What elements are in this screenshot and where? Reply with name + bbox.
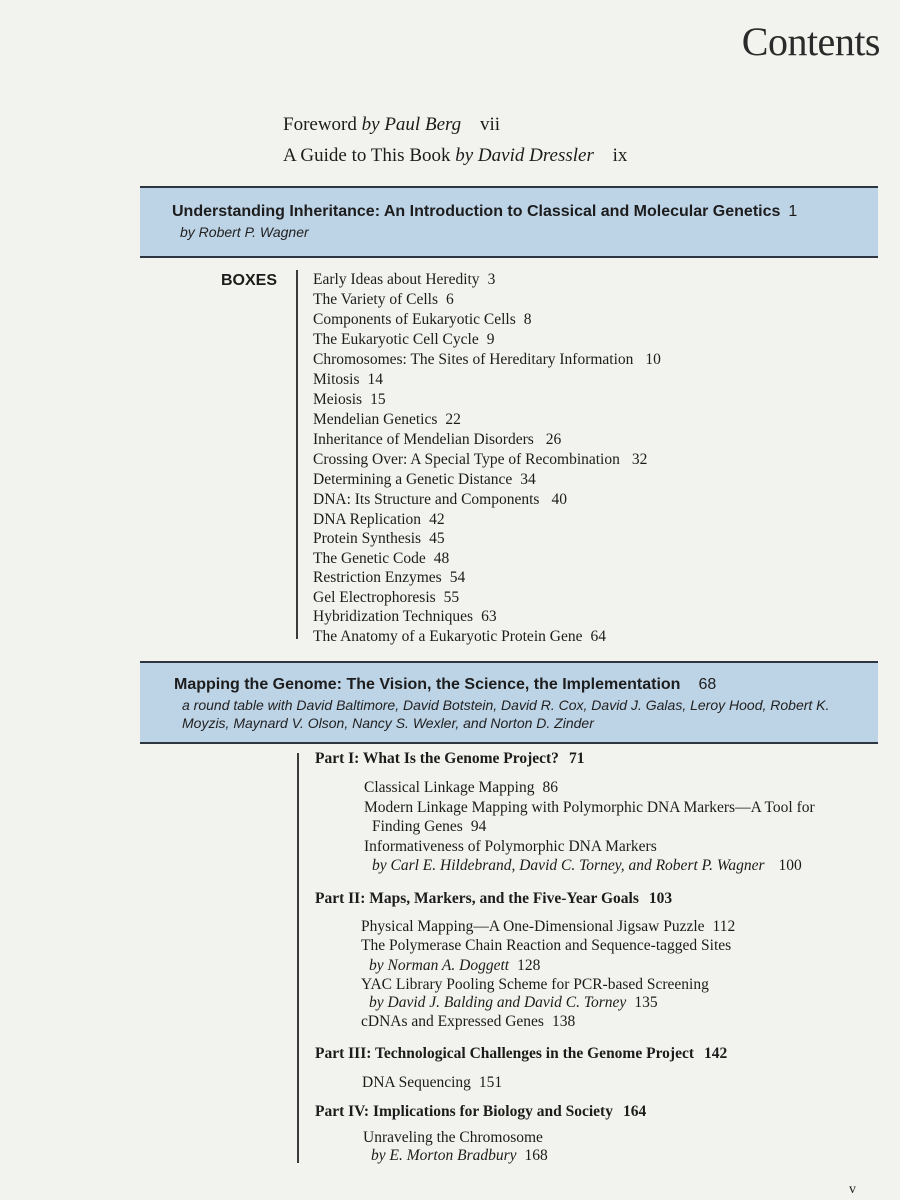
part-title: Part II: Maps, Markers, and the Five-Year Goals [315,890,639,907]
part-title: Part III: Technological Challenges in the Genome Project [315,1045,695,1062]
box-page: 22 [445,411,461,428]
box-title: The Anatomy of a Eukaryotic Protein Gene [313,628,583,645]
box-entry[interactable] [313,291,454,309]
sub-entry[interactable] [364,779,558,797]
box-page: 6 [445,291,454,308]
section-title: Understanding Inheritance: An Introduction to Classical and Molecular Genetics [172,203,781,220]
entry-page: ix [612,145,628,166]
box-page: 42 [429,511,445,528]
box-entry[interactable] [313,628,606,646]
part-page: 103 [648,890,673,907]
box-entry[interactable] [313,589,459,607]
sub-page: 94 [470,818,487,835]
box-entry[interactable] [313,608,497,626]
sub-author: by David J. Balding and David C. Torney [369,994,627,1011]
box-page: 9 [486,331,495,348]
part-entry-3[interactable] [315,1045,727,1063]
box-entry[interactable] [313,331,494,349]
sub-page: 151 [478,1074,503,1091]
box-entry[interactable] [313,351,661,369]
page-title: Contents [741,19,880,64]
sub-entry[interactable] [361,1013,575,1031]
box-page: 63 [481,608,497,625]
toc-entry-foreword[interactable] [283,114,500,136]
box-entry[interactable] [313,431,561,449]
box-page: 3 [487,271,496,288]
sub-author: by Norman A. Doggett [369,957,510,974]
sub-author: by E. Morton Bradbury [371,1147,517,1164]
box-page: 54 [449,569,466,586]
sub-title: Physical Mapping—A One-Dimensional Jigsaw Puzzle [361,918,705,935]
section-author-line2: Moyzis, Maynard V. Olson, Nancy S. Wexler, and Norton D. Zinder [182,715,594,731]
sub-entry-line2[interactable] [369,957,540,975]
box-entry[interactable] [313,271,495,289]
box-title: Restriction Enzymes [313,569,442,586]
box-entry[interactable] [313,511,445,529]
box-entry[interactable] [313,550,449,568]
section-header-understanding-inheritance[interactable] [140,186,878,258]
section-author: by Robert P. Wagner [180,224,309,240]
box-page: 48 [433,550,450,567]
box-entry[interactable] [313,311,532,329]
sub-page: 86 [542,779,558,796]
box-title: The Eukaryotic Cell Cycle [313,331,479,348]
box-entry[interactable] [313,371,383,389]
box-title: DNA: Its Structure and Components [313,491,540,508]
section-page: 68 [698,676,717,693]
box-page: 14 [367,371,384,388]
toc-entry-guide[interactable] [283,145,627,167]
sub-entry-line2[interactable] [371,1147,548,1165]
sub-entry-line1[interactable]: Informativeness of Polymorphic DNA Markers [364,838,657,855]
sub-entry-line2[interactable] [372,857,802,875]
part-entry-4[interactable] [315,1103,646,1121]
box-title: Early Ideas about Heredity [313,271,480,288]
sub-title: Classical Linkage Mapping [364,779,535,796]
part-page: 164 [622,1103,647,1120]
box-page: 45 [429,530,445,547]
part-entry-1[interactable] [315,750,584,768]
sub-entry[interactable] [361,918,735,936]
box-entry[interactable] [313,391,386,409]
box-entry[interactable] [313,530,445,548]
sub-entry-line1[interactable]: The Polymerase Chain Reaction and Sequence-tagged Sites [361,937,732,954]
sub-title: cDNAs and Expressed Genes [361,1013,544,1030]
parts-divider [297,753,299,1163]
sub-page: 138 [551,1013,576,1030]
sub-entry-line1[interactable]: YAC Library Pooling Scheme for PCR-based Screening [361,976,709,993]
box-title: Mendelian Genetics [313,411,438,428]
box-title: Chromosomes: The Sites of Hereditary Information [313,351,634,368]
box-entry[interactable] [313,411,461,429]
sub-page: 128 [517,957,541,974]
section-title-row [172,203,797,221]
sub-entry-line1[interactable]: Unraveling the Chromosome [363,1129,543,1146]
box-entry[interactable] [313,569,465,587]
box-title: Mitosis [313,371,360,388]
entry-title: Foreword [283,114,357,135]
box-page: 26 [545,431,562,448]
sub-entry[interactable] [362,1074,502,1092]
sub-title: DNA Sequencing [362,1074,471,1091]
box-page: 55 [443,589,460,606]
sub-page: 168 [524,1147,548,1164]
sub-page: 135 [634,994,658,1011]
sub-page: 112 [712,918,736,935]
box-title: The Variety of Cells [313,291,438,308]
box-title: Components of Eukaryotic Cells [313,311,516,328]
boxes-divider [296,270,298,639]
part-title: Part IV: Implications for Biology and Society [315,1103,613,1120]
section-header-mapping-the-genome[interactable] [140,661,878,744]
box-title: Determining a Genetic Distance [313,471,513,488]
boxes-label: BOXES [221,272,278,289]
box-entry[interactable] [313,491,567,509]
sub-entry-line2[interactable] [369,994,658,1012]
box-title: Inheritance of Mendelian Disorders [313,431,534,448]
box-page: 40 [551,491,567,508]
box-page: 15 [370,391,386,408]
part-entry-2[interactable] [315,890,672,908]
sub-entry-line1[interactable]: Modern Linkage Mapping with Polymorphic DNA Markers—A Tool for [364,799,815,816]
entry-page: vii [479,114,500,135]
box-title: Protein Synthesis [313,530,422,547]
box-page: 32 [631,451,648,468]
box-title: Gel Electrophoresis [313,589,436,606]
box-page: 34 [520,471,536,488]
box-entry[interactable] [313,451,647,469]
sub-title: Finding Genes [372,818,463,835]
sub-page: 100 [778,857,802,874]
box-entry[interactable] [313,471,536,489]
section-author-line1: a round table with David Baltimore, David Botstein, David R. Cox, David J. Galas, Leroy Hood, Robert K. [182,697,830,713]
box-title: Hybridization Techniques [313,608,474,625]
box-page: 8 [523,311,532,328]
box-title: DNA Replication [313,511,422,528]
box-page: 64 [590,628,606,645]
box-title: Crossing Over: A Special Type of Recombination [313,451,620,468]
entry-author: by Paul Berg [361,114,462,135]
section-title: Mapping the Genome: The Vision, the Science, the Implementation [174,676,681,693]
sub-entry-line2[interactable] [372,818,486,836]
sub-author: by Carl E. Hildebrand, David C. Torney, and Robert P. Wagner [372,857,765,874]
box-title: The Genetic Code [313,550,426,567]
entry-title: A Guide to This Book [283,145,451,166]
part-page: 142 [704,1045,728,1062]
part-page: 71 [568,750,585,767]
entry-author: by David Dressler [455,145,594,166]
section-page: 1 [788,203,798,220]
box-title: Meiosis [313,391,363,408]
page-number: v [849,1182,856,1197]
section-title-row [174,676,716,694]
part-title: Part I: What Is the Genome Project? [315,750,559,767]
box-page: 10 [645,351,661,368]
